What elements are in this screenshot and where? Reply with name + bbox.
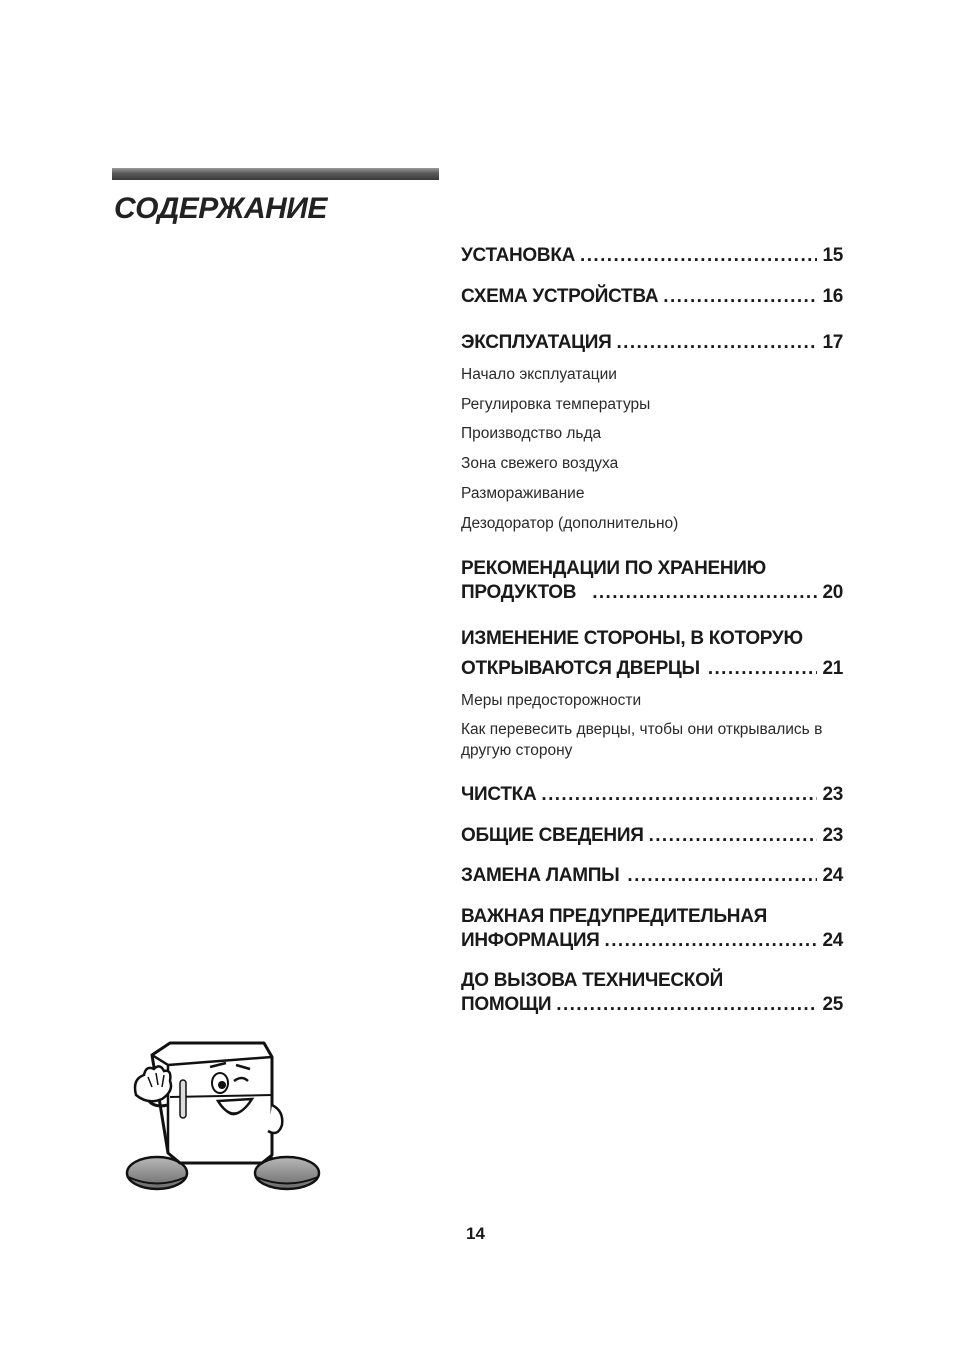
- toc-entry-page: 25: [822, 994, 843, 1015]
- dot-leader: [580, 244, 817, 268]
- toc-entry-general-info[interactable]: [461, 824, 843, 848]
- toc-subentry[interactable]: Регулировка температуры: [461, 396, 651, 413]
- toc-entry-cleaning[interactable]: [461, 783, 843, 807]
- dot-leader: [663, 285, 817, 309]
- toc-entry-heading-line[interactable]: ДО ВЫЗОВА ТЕХНИЧЕСКОЙ: [461, 970, 723, 991]
- dot-leader: [592, 581, 817, 605]
- page-title: СОДЕРЖАНИЕ: [114, 192, 327, 225]
- toc-entry-page: 20: [822, 582, 843, 603]
- toc-subentry[interactable]: Зона свежего воздуха: [461, 455, 619, 472]
- toc-entry-page: 17: [822, 332, 843, 353]
- toc-entry-label: ОТКРЫВАЮТСЯ ДВЕРЦЫ: [461, 658, 700, 679]
- toc-entry-heading-line[interactable]: ВАЖНАЯ ПРЕДУПРЕДИТЕЛЬНАЯ: [461, 906, 767, 927]
- dot-leader: [708, 657, 818, 681]
- toc-entry-label: ПРОДУКТОВ: [461, 582, 577, 603]
- toc-entry-lamp-replacement[interactable]: [461, 864, 843, 888]
- toc-entry-device-diagram[interactable]: [461, 285, 843, 309]
- toc-entry-label: ПОМОЩИ: [461, 994, 552, 1015]
- toc-entry-page: 21: [822, 658, 843, 679]
- toc-subentry[interactable]: Начало эксплуатации: [461, 366, 617, 383]
- dot-leader: [541, 783, 817, 807]
- toc-entry-page: 23: [822, 784, 843, 805]
- toc-subentry[interactable]: Производство льда: [461, 425, 602, 442]
- dot-leader: [627, 864, 817, 888]
- dot-leader: [649, 824, 818, 848]
- toc-subentry[interactable]: Размораживание: [461, 485, 585, 502]
- toc-entry-page: 16: [822, 286, 843, 307]
- dot-leader: [605, 929, 818, 953]
- toc-entry-door-reversal[interactable]: [461, 657, 843, 681]
- toc-entry-label: СХЕМА УСТРОЙСТВА: [461, 286, 659, 307]
- toc-subentry[interactable]: Как перевесить дверцы, чтобы они открывались в другую сторону: [461, 721, 823, 759]
- toc-entry-label: ЗАМЕНА ЛАМПЫ: [461, 865, 620, 886]
- toc-entry-heading-line[interactable]: РЕКОМЕНДАЦИИ ПО ХРАНЕНИЮ: [461, 558, 766, 579]
- dot-leader: [556, 993, 817, 1017]
- toc-entry-page: 24: [822, 930, 843, 951]
- dot-leader: [616, 331, 817, 355]
- toc-entry-storage-recommendations[interactable]: [461, 581, 843, 605]
- toc-entry-page: 24: [822, 865, 843, 886]
- toc-entry-label: ИНФОРМАЦИЯ: [461, 930, 600, 951]
- toc-entry-heading-line[interactable]: ИЗМЕНЕНИЕ СТОРОНЫ, В КОТОРУЮ: [461, 628, 803, 649]
- toc-entry-page: 15: [822, 245, 843, 266]
- toc-entry-operation[interactable]: [461, 331, 843, 355]
- page-number: 14: [466, 1224, 485, 1243]
- toc-subentry[interactable]: Меры предосторожности: [461, 692, 642, 709]
- toc-entry-installation[interactable]: [461, 244, 843, 268]
- toc-entry-before-service[interactable]: [461, 993, 843, 1017]
- toc-entry-label: ОБЩИЕ СВЕДЕНИЯ: [461, 825, 644, 846]
- title-bar: [112, 168, 439, 180]
- toc-entry-label: ЧИСТКА: [461, 784, 537, 805]
- toc-entry-label: ЭКСПЛУАТАЦИЯ: [461, 332, 612, 353]
- toc-subentry[interactable]: Дезодоратор (дополнительно): [461, 515, 679, 532]
- toc-entry-label: УСТАНОВКА: [461, 245, 576, 266]
- refrigerator-mascot-icon: [122, 1035, 327, 1195]
- toc-entry-warning-info[interactable]: [461, 929, 843, 953]
- toc-entry-page: 23: [822, 825, 843, 846]
